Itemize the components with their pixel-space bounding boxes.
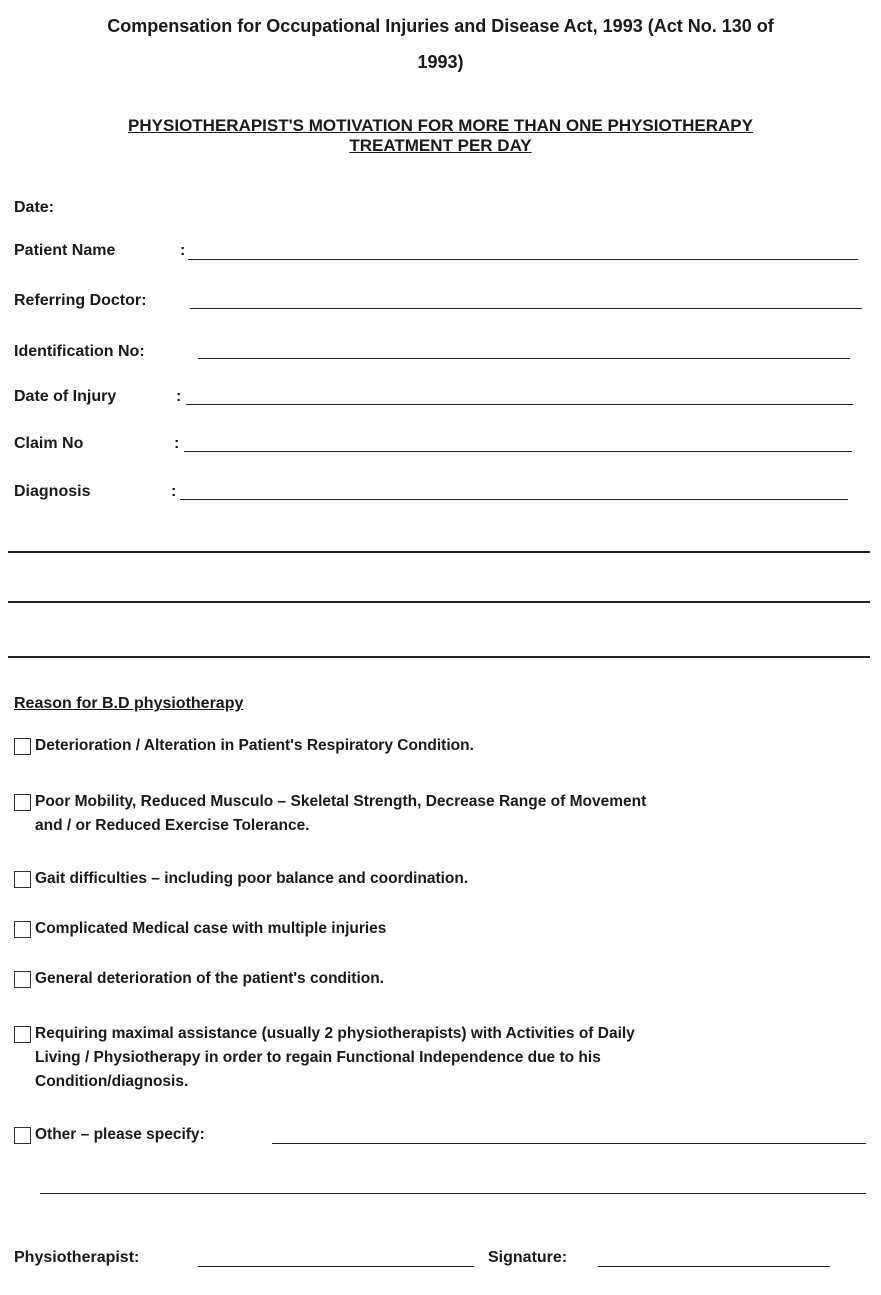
reason-text-maximal-assistance-line-1: Requiring maximal assistance (usually 2 physiotherapists) with Activities of Daily	[35, 1025, 635, 1042]
claim-no-field[interactable]	[186, 433, 852, 453]
date-of-injury-underline	[186, 404, 853, 405]
reason-label-gait	[35, 867, 468, 891]
reason-text-other: Other – please specify:	[35, 1126, 205, 1143]
physiotherapist-underline	[198, 1266, 474, 1267]
reason-item-respiratory	[14, 737, 874, 758]
other-specify-extra-underline	[40, 1193, 866, 1194]
reason-label-other	[35, 1123, 205, 1147]
physiotherapist-field[interactable]	[200, 1246, 474, 1266]
reason-label-mobility	[35, 790, 646, 838]
patient-name-field[interactable]	[190, 240, 858, 260]
reason-checkbox-gait[interactable]	[14, 871, 31, 888]
date-of-injury-label: Date of Injury	[14, 388, 117, 405]
patient-name-label: Patient Name	[14, 242, 116, 259]
patient-name-underline	[188, 259, 858, 260]
reason-text-complicated: Complicated Medical case with multiple injuries	[35, 920, 387, 937]
diagnosis-extra-field-2[interactable]	[8, 580, 868, 600]
reasons-heading: Reason for B.D physiotherapy	[14, 695, 244, 712]
physiotherapist-label: Physiotherapist:	[14, 1249, 140, 1266]
diagnosis-colon: :	[171, 483, 177, 500]
claim-no-colon: :	[174, 435, 180, 452]
referring-doctor-label: Referring Doctor:	[14, 292, 147, 309]
reason-checkbox-complicated[interactable]	[14, 921, 31, 938]
diagnosis-extra-line-3	[8, 656, 870, 658]
reason-text-general-deterioration: General deterioration of the patient's condition.	[35, 970, 385, 987]
reason-label-respiratory	[35, 734, 474, 758]
reason-text-maximal-assistance-line-2: Living / Physiotherapy in order to regain Functional Independence due to his	[35, 1049, 601, 1066]
signature-field[interactable]	[600, 1246, 828, 1266]
other-specify-field[interactable]	[274, 1125, 864, 1145]
identification-no-label: Identification No:	[14, 343, 145, 360]
diagnosis-underline	[180, 499, 848, 500]
form-title-line-2: TREATMENT PER DAY	[349, 136, 532, 155]
date-of-injury-colon: :	[176, 388, 182, 405]
diagnosis-extra-line-1	[8, 551, 870, 553]
form-title-line-1: PHYSIOTHERAPIST'S MOTIVATION FOR MORE THAN ONE PHYSIOTHERAPY	[128, 116, 753, 135]
form-title	[14, 116, 867, 156]
reason-item-maximal-assistance	[14, 1025, 874, 1094]
other-specify-extra-field[interactable]	[42, 1173, 864, 1193]
identification-no-underline	[198, 358, 850, 359]
diagnosis-extra-field-3[interactable]	[8, 634, 868, 654]
reason-checkbox-maximal-assistance[interactable]	[14, 1026, 31, 1043]
reason-label-complicated	[35, 917, 386, 941]
claim-no-underline	[184, 451, 852, 452]
date-of-injury-field[interactable]	[188, 386, 853, 406]
diagnosis-extra-line-2	[8, 601, 870, 603]
referring-doctor-field[interactable]	[192, 290, 860, 310]
reason-text-respiratory: Deterioration / Alteration in Patient's Respiratory Condition.	[35, 737, 474, 754]
diagnosis-extra-field-1[interactable]	[8, 530, 868, 550]
act-title	[14, 8, 867, 80]
reason-text-mobility-line-2: and / or Reduced Exercise Tolerance.	[35, 817, 310, 834]
reason-text-gait: Gait difficulties – including poor balance and coordination.	[35, 870, 469, 887]
patient-name-colon: :	[180, 242, 186, 259]
reason-label-maximal-assistance	[35, 1022, 635, 1094]
reason-text-mobility-line-1: Poor Mobility, Reduced Musculo – Skeletal Strength, Decrease Range of Movement	[35, 793, 647, 810]
reason-label-general-deterioration	[35, 967, 384, 991]
act-title-line-1: Compensation for Occupational Injuries and Disease Act, 1993 (Act No. 130 of	[107, 16, 774, 36]
date-label: Date:	[14, 199, 55, 216]
other-specify-underline	[272, 1143, 866, 1144]
reason-checkbox-mobility[interactable]	[14, 794, 31, 811]
reason-checkbox-general-deterioration[interactable]	[14, 971, 31, 988]
diagnosis-field[interactable]	[182, 481, 848, 501]
diagnosis-label: Diagnosis	[14, 483, 91, 500]
reason-item-mobility	[14, 793, 874, 838]
reason-checkbox-respiratory[interactable]	[14, 738, 31, 755]
reason-text-maximal-assistance-line-3: Condition/diagnosis.	[35, 1073, 189, 1090]
reason-item-gait	[14, 870, 874, 891]
reason-item-complicated	[14, 920, 874, 941]
claim-no-label: Claim No	[14, 435, 84, 452]
referring-doctor-underline	[190, 308, 862, 309]
signature-underline	[598, 1266, 830, 1267]
signature-label: Signature:	[488, 1249, 568, 1266]
reason-item-general-deterioration	[14, 970, 874, 991]
act-title-line-2: 1993)	[417, 52, 464, 72]
reason-checkbox-other[interactable]	[14, 1127, 31, 1144]
